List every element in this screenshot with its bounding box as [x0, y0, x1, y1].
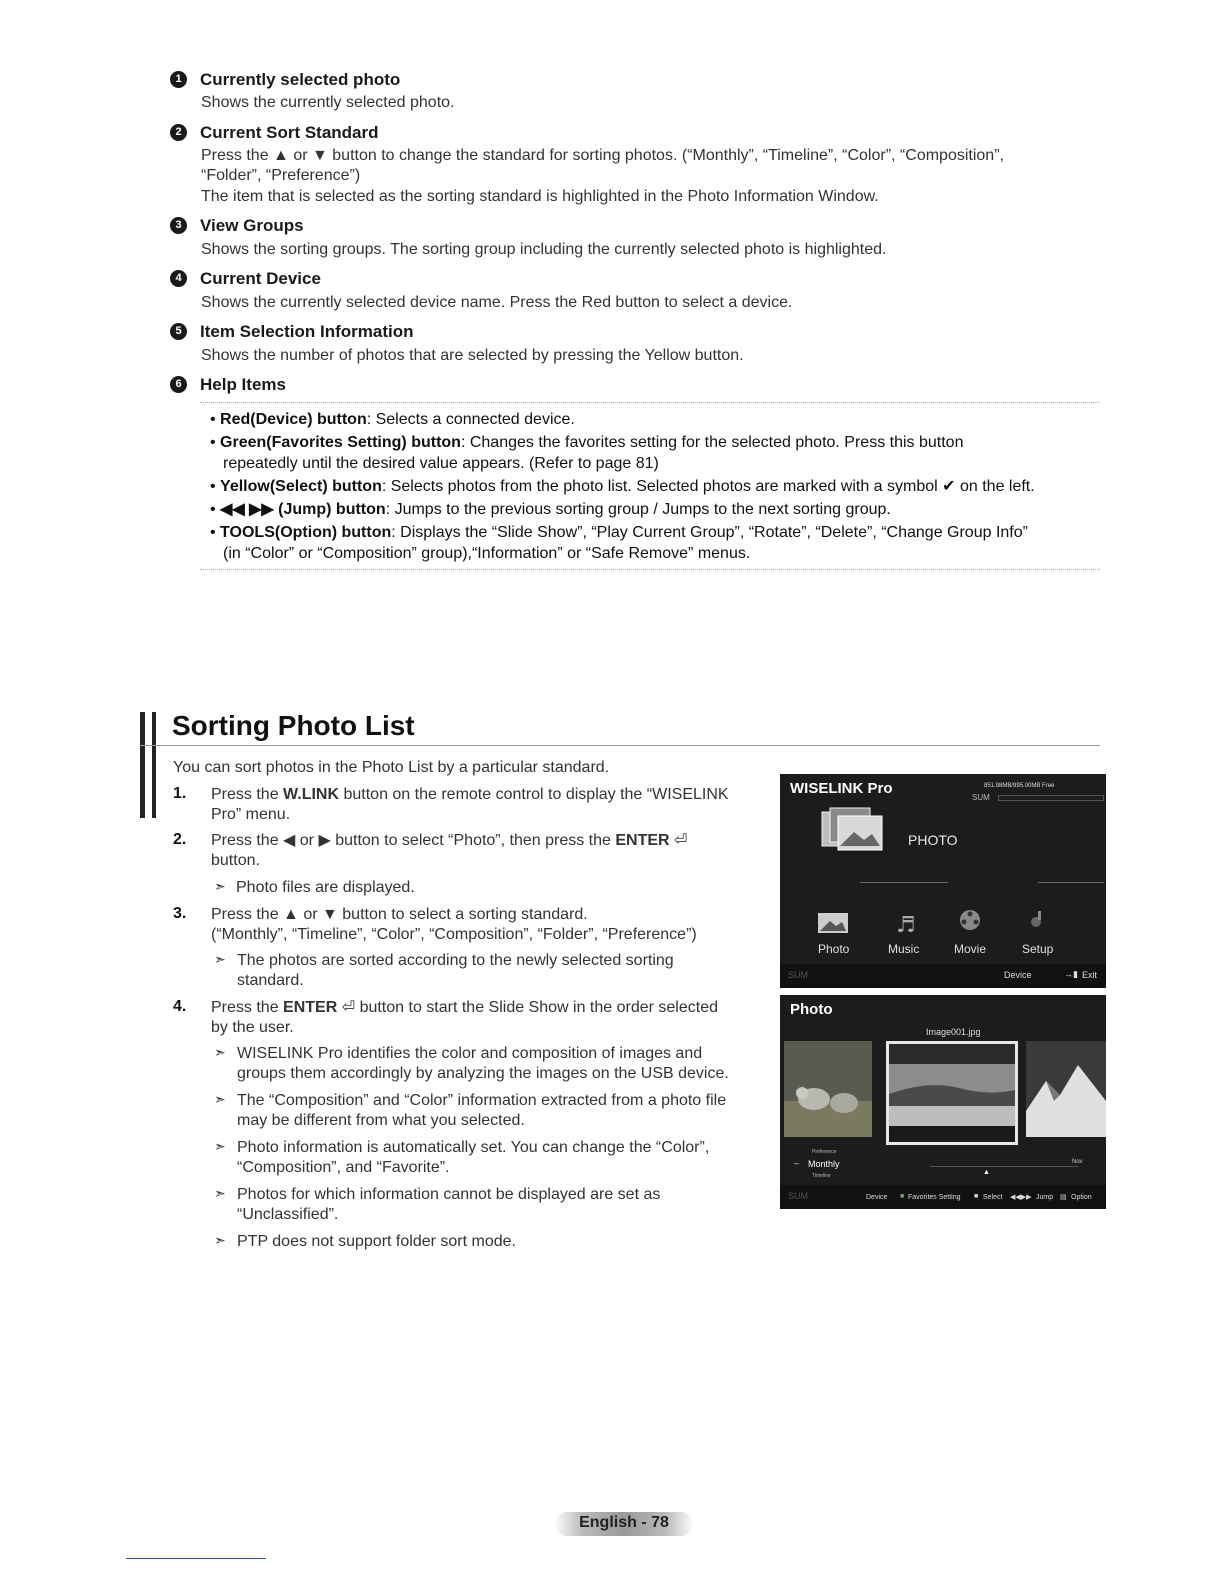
note-text: PTP does not support folder sort mode. — [237, 1233, 516, 1250]
item-desc: Shows the currently selected photo. — [201, 94, 455, 111]
menu-item-movie[interactable]: Movie — [954, 942, 987, 956]
item-number: 3 — [170, 217, 187, 234]
item-title: Currently selected photo — [200, 70, 401, 89]
note-icon: ➣ — [214, 1232, 226, 1248]
note-icon: ➣ — [214, 1138, 226, 1154]
note-icon: ➣ — [214, 1044, 226, 1060]
help-item: • Yellow(Select) button: Selects photos from the photo list. Selected photos are marked with a symbol ✔ on the left. — [210, 478, 1035, 495]
note-text: may be different from what you selected. — [237, 1112, 525, 1129]
step-number: 3. — [173, 905, 187, 922]
storage-info: 851.98MB/995.00MB Free — [984, 783, 1055, 789]
footer-favorites[interactable]: Favorites Setting — [908, 1194, 961, 1201]
timeline-cursor-icon: ▲ — [983, 1169, 990, 1176]
note-text: groups them accordingly by analyzing the images on the USB device. — [237, 1065, 729, 1082]
divider — [860, 882, 948, 883]
footer-jump[interactable]: Jump — [1036, 1194, 1054, 1201]
timeline-bar — [930, 1166, 1078, 1167]
note-icon: ➣ — [214, 1185, 226, 1201]
setup-menu-icon[interactable] — [1024, 908, 1058, 934]
section-marker — [140, 712, 145, 818]
item-title: Current Device — [200, 269, 321, 288]
item-title: View Groups — [200, 216, 304, 235]
note-text: The photos are sorted according to the newly selected sorting — [237, 952, 674, 969]
photo-menu-icon[interactable] — [816, 910, 850, 936]
selected-photo[interactable] — [886, 1041, 1018, 1145]
step-text: Press the ◀ or ▶ button to select “Photo”, then press the ENTER ⏎ — [211, 832, 688, 849]
help-item: • ◀◀ ▶▶ (Jump) button: Jumps to the previous sorting group / Jumps to the next sorting group. — [210, 501, 891, 518]
menu-item-photo[interactable]: Photo — [818, 942, 850, 956]
jump-icon: ◀◀▶▶ — [1010, 1194, 1032, 1201]
wiselink-menu-screen — [780, 774, 1106, 988]
item-desc: The item that is selected as the sorting standard is highlighted in the Photo Information Window. — [201, 188, 879, 205]
note-text: Photos for which information cannot be displayed are set as — [237, 1186, 661, 1203]
photo-list-screen — [780, 995, 1106, 1209]
step-text: by the user. — [211, 1019, 294, 1036]
footer-sum: SUM — [788, 970, 808, 980]
svg-text:♬: ♬ — [896, 913, 916, 936]
step-number: 1. — [173, 785, 187, 802]
screen-title: WISELINK Pro — [790, 780, 893, 797]
footer-device[interactable]: Device — [1004, 970, 1032, 980]
step-text: Press the W.LINK button on the remote control to display the “WISELINK — [211, 786, 729, 803]
menu-item-music[interactable]: Music — [888, 942, 920, 956]
photo-thumbnail[interactable] — [1026, 1041, 1106, 1137]
note-icon: ➣ — [214, 1091, 226, 1107]
note-text: “Unclassified”. — [237, 1206, 339, 1223]
note-icon: ➣ — [214, 878, 226, 894]
photo-label: PHOTO — [908, 832, 958, 848]
tools-icon: ▤ — [1060, 1194, 1067, 1201]
note-text: Photo information is automatically set. You can change the “Color”, — [237, 1139, 710, 1156]
help-item: • Green(Favorites Setting) button: Changes the favorites setting for the selected photo. Press this button — [210, 434, 964, 451]
item-number: 4 — [170, 270, 187, 287]
page-footer: English - 78 — [579, 1514, 669, 1531]
item-desc: Press the ▲ or ▼ button to change the standard for sorting photos. (“Monthly”, “Timeline”, “Color”, “Composition”, — [201, 147, 1004, 164]
step-text: (“Monthly”, “Timeline”, “Color”, “Composition”, “Folder”, “Preference”) — [211, 926, 697, 943]
item-title: Help Items — [200, 375, 286, 394]
sum-label: SUM — [972, 793, 990, 802]
movie-menu-icon[interactable] — [956, 908, 990, 934]
photo-thumbnail[interactable] — [784, 1041, 872, 1137]
step-number: 4. — [173, 998, 187, 1015]
step-text: Pro” menu. — [211, 806, 291, 823]
yellow-button-icon: ■ — [974, 1193, 979, 1200]
footer-device[interactable]: Device — [866, 1194, 888, 1201]
screen-title: Photo — [790, 1001, 833, 1018]
item-desc: Shows the sorting groups. The sorting group including the currently selected photo is highlighted. — [201, 241, 887, 258]
footer-select[interactable]: Select — [983, 1194, 1003, 1201]
item-number: 5 — [170, 323, 187, 340]
footer-exit[interactable]: Exit — [1082, 970, 1098, 980]
step-number: 2. — [173, 831, 187, 848]
item-desc: Shows the number of photos that are selected by pressing the Yellow button. — [201, 347, 744, 364]
current-filename: Image001.jpg — [926, 1027, 981, 1037]
item-number: 1 — [170, 71, 187, 88]
note-text: The “Composition” and “Color” information extracted from a photo file — [237, 1092, 727, 1109]
section-marker — [152, 712, 156, 818]
menu-item-setup[interactable]: Setup — [1022, 942, 1054, 956]
section-divider — [140, 745, 1100, 746]
sort-marker: – — [794, 1158, 800, 1168]
step-text: Press the ▲ or ▼ button to select a sorting standard. — [211, 906, 588, 923]
help-item: • TOOLS(Option) button: Displays the “Slide Show”, “Play Current Group”, “Rotate”, “Delete”, “Change Group Info” — [210, 524, 1028, 541]
footer-rule — [126, 1558, 266, 1559]
item-title: Current Sort Standard — [200, 123, 379, 142]
sort-prev: Preference — [812, 1149, 837, 1155]
storage-bar — [998, 795, 1104, 801]
note-icon: ➣ — [214, 951, 226, 967]
item-number: 6 — [170, 376, 187, 393]
divider — [1038, 882, 1104, 883]
item-title: Item Selection Information — [200, 322, 414, 341]
music-menu-icon[interactable] — [890, 910, 924, 936]
note-text: standard. — [237, 972, 304, 989]
section-intro: You can sort photos in the Photo List by a particular standard. — [173, 759, 610, 776]
sort-next: Timeline — [812, 1173, 831, 1179]
step-text: button. — [211, 852, 260, 869]
timeline-end: Nov — [1072, 1159, 1083, 1165]
note-text: WISELINK Pro identifies the color and composition of images and — [237, 1045, 703, 1062]
screen-footer — [780, 964, 1106, 988]
note-text: “Composition”, and “Favorite”. — [237, 1159, 450, 1176]
help-item-cont: repeatedly until the desired value appears. (Refer to page 81) — [223, 455, 659, 472]
help-item: • Red(Device) button: Selects a connected device. — [210, 411, 575, 428]
step-text: Press the ENTER ⏎ button to start the Slide Show in the order selected — [211, 999, 718, 1016]
item-desc: “Folder”, “Preference”) — [201, 167, 361, 184]
note-text: Photo files are displayed. — [236, 879, 415, 896]
item-desc: Shows the currently selected device name. Press the Red button to select a device. — [201, 294, 793, 311]
section-title: Sorting Photo List — [172, 710, 415, 741]
footer-sum: SUM — [788, 1191, 808, 1201]
footer-option[interactable]: Option — [1071, 1194, 1092, 1201]
help-item-cont: (in “Color” or “Composition” group),“Information” or “Safe Remove” menus. — [223, 545, 751, 562]
item-number: 2 — [170, 124, 187, 141]
exit-icon: →▮ — [1064, 969, 1078, 979]
sort-current[interactable]: Monthly — [808, 1159, 840, 1169]
green-button-icon: ■ — [900, 1193, 905, 1200]
photo-icon — [818, 806, 888, 854]
